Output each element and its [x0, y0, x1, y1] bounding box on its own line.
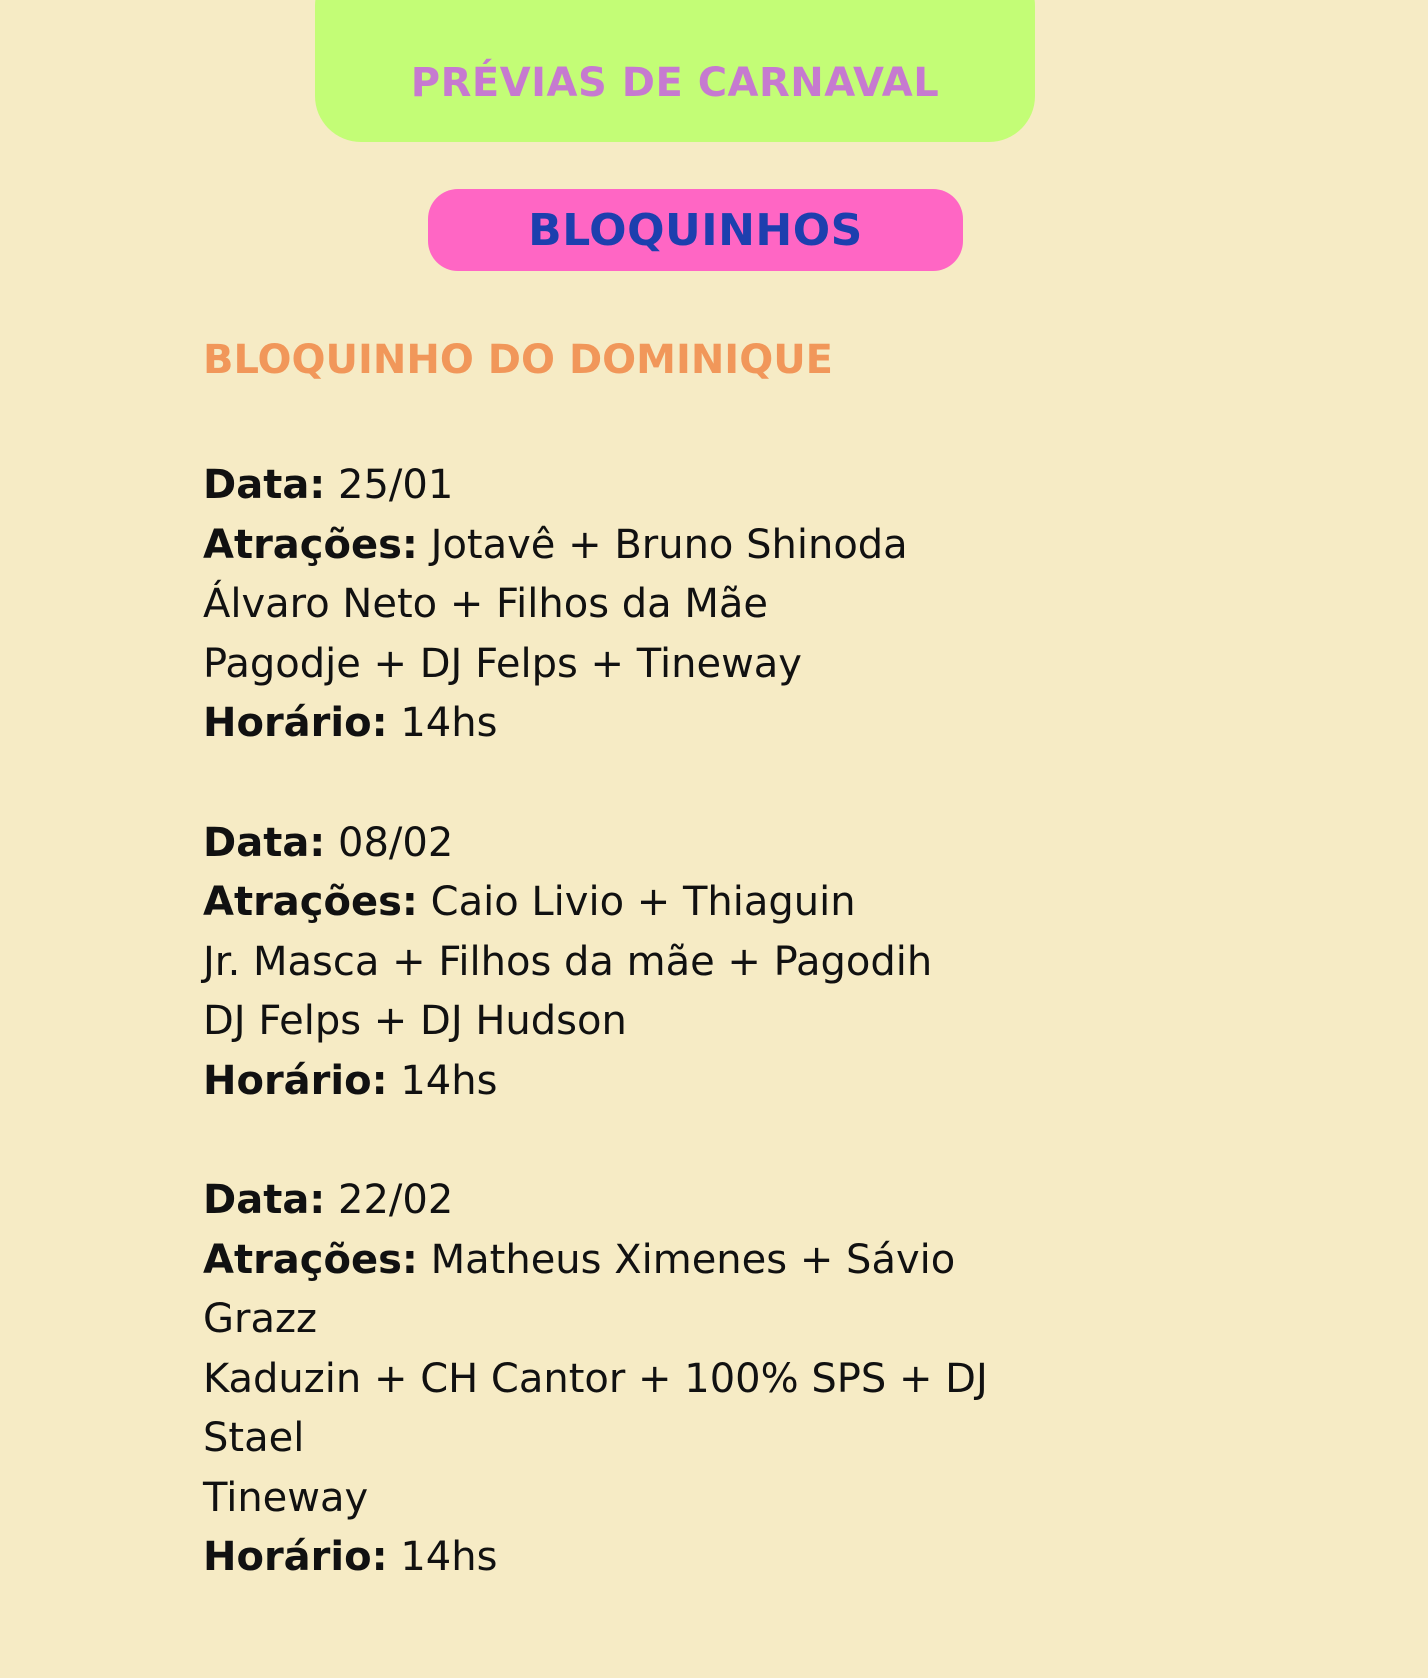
time-line	[203, 1052, 1203, 1112]
time-value: 14hs	[400, 1057, 498, 1104]
date-line	[203, 456, 1203, 516]
attractions-label: Atrações:	[203, 1236, 418, 1283]
attractions-value: Matheus Ximenes + Sávio	[430, 1236, 956, 1283]
event-date-block	[203, 456, 1203, 754]
attractions-line	[203, 516, 1203, 576]
attractions-label: Atrações:	[203, 521, 418, 568]
time-line	[203, 1528, 1203, 1588]
attractions-value: Jotavê + Bruno Shinoda	[430, 521, 908, 568]
attractions-continuation: Tineway	[203, 1474, 369, 1521]
time-value: 14hs	[400, 1534, 498, 1580]
attractions-continuation: Grazz	[203, 1296, 317, 1342]
date-value: 25/01	[338, 462, 454, 508]
event-content	[203, 326, 1203, 1588]
top-banner	[315, 0, 1035, 142]
time-label: Horário:	[203, 700, 388, 746]
banner-title: PRÉVIAS DE CARNAVAL	[410, 60, 940, 106]
date-value: 08/02	[338, 819, 454, 866]
time-value: 14hs	[400, 700, 498, 746]
event-date-block	[203, 1171, 1203, 1588]
attractions-continuation: Pagodje + DJ Felps + Tineway	[203, 640, 802, 687]
time-label: Horário:	[203, 1534, 388, 1580]
date-label: Data:	[203, 819, 326, 866]
event-date-block	[203, 814, 1203, 1112]
section-title: BLOQUINHOS	[528, 204, 863, 256]
date-label: Data:	[203, 462, 326, 508]
attractions-continuation: Álvaro Neto + Filhos da Mãe	[203, 581, 768, 627]
time-label: Horário:	[203, 1057, 388, 1104]
section-pill	[428, 189, 963, 271]
time-line	[203, 694, 1203, 754]
date-line	[203, 814, 1203, 874]
attractions-continuation: DJ Felps + DJ Hudson	[203, 998, 627, 1044]
date-line	[203, 1171, 1203, 1231]
attractions-continuation: Stael	[203, 1415, 305, 1461]
date-value: 22/02	[338, 1177, 454, 1223]
attractions-line	[203, 1231, 1203, 1291]
attractions-continuation: Kaduzin + CH Cantor + 100% SPS + DJ	[203, 1355, 988, 1402]
attractions-label: Atrações:	[203, 879, 418, 925]
attractions-value: Caio Livio + Thiaguin	[430, 879, 856, 925]
event-name: BLOQUINHO DO DOMINIQUE	[203, 337, 833, 383]
attractions-continuation: Jr. Masca + Filhos da mãe + Pagodih	[203, 938, 933, 985]
date-label: Data:	[203, 1177, 326, 1223]
attractions-line	[203, 873, 1203, 933]
